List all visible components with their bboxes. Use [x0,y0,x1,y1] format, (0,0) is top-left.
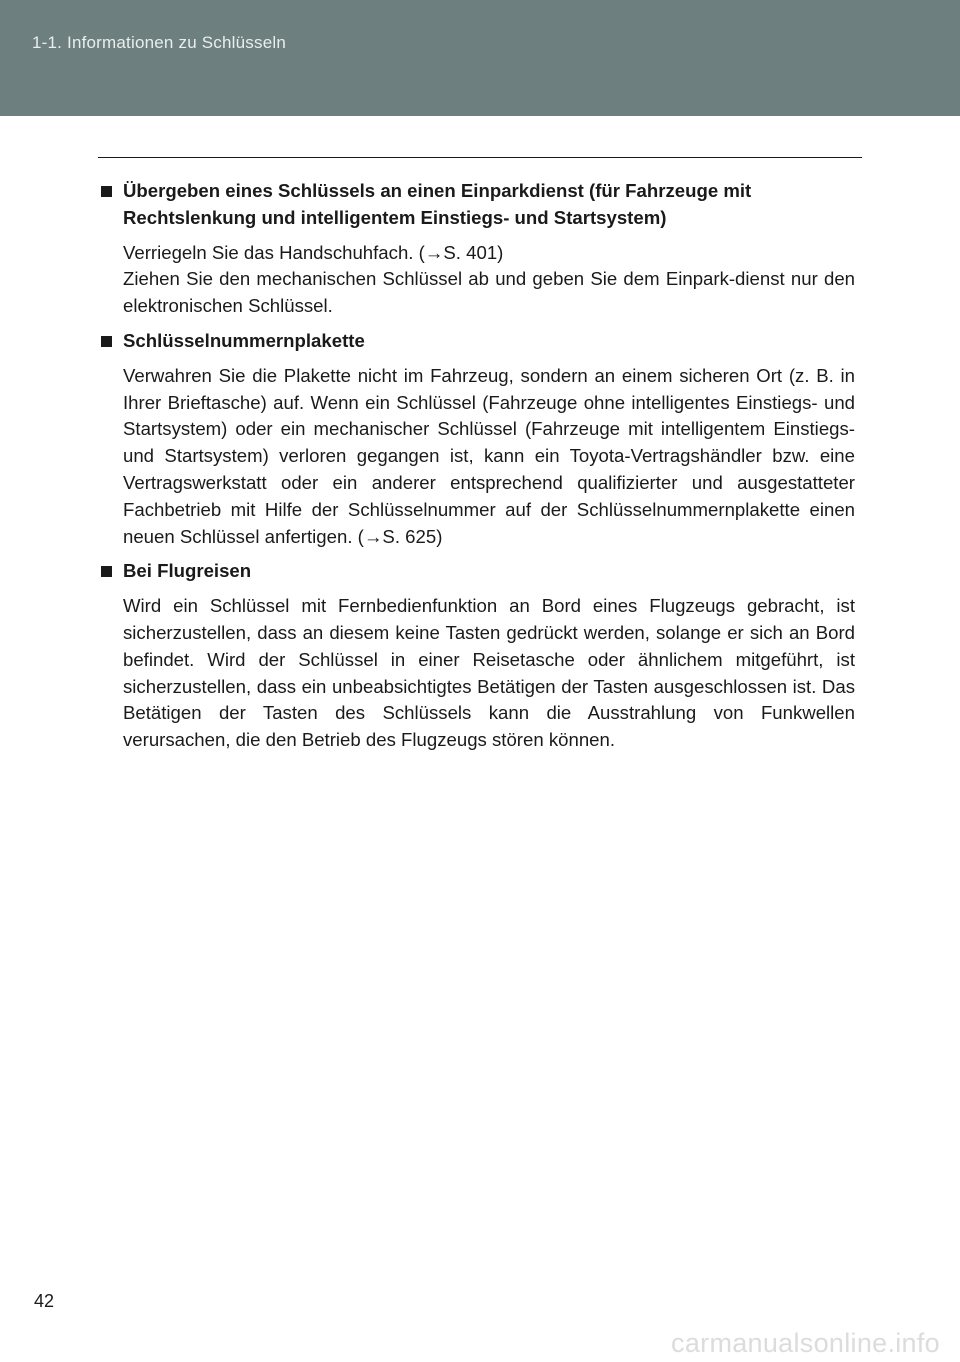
watermark: carmanualsonline.info [671,1328,940,1358]
section-title: 1-1. Informationen zu Schlüsseln [32,33,286,52]
page-number: 42 [34,1291,55,1311]
divider [98,157,862,158]
square-bullet-icon [101,566,112,577]
paragraph: Verwahren Sie die Plakette nicht im Fahrzeug, sondern an einem sicheren Ort (z. B. in Ihrer Brieftasche) auf. Wenn ein Schlüssel (Fahrzeuge ohne intelligentes Einstiegs- und Startsystem) oder ein mechanischer Schlüssel (Fahrzeuge mit intelligentem Einstiegs- und Startsystem) verloren gegangen ist, kann ein Toyota-Vertragshändler bzw. eine Vertragswerkstatt oder ein anderer entsprechend qualifizierter und ausgestatteter Fachbetrieb mit Hilfe der Schlüsselnummer auf der Schlüsselnummernplakette einen neuen Schlüssel anfertigen. (→S. 625) [123,364,855,547]
section-heading: Übergeben eines Schlüssels an einen Einparkdienst (für Fahrzeuge mit Rechtslenkung und intelligentem Einstiegs- und Startsystem) [98,178,855,232]
paragraph: Verriegeln Sie das Handschuhfach. (→S. 401) [123,241,504,263]
paragraph: Wird ein Schlüssel mit Fernbedienfunktion an Bord eines Flugzeugs gebracht, ist sicherzustellen, dass an diesem keine Tasten gedrückt werden, solange er sich an Bord befindet. Wird der Schlüssel in einer Reisetasche oder ähnlichem mitgeführt, ist sicherzustellen, dass ein unbeabsichtigtes Betätigen der Tasten ausgeschlossen ist. Das Betätigen der Tasten des Schlüssels kann die Ausstrahlung von Funkwellen verursachen, die den Betrieb des Flugzeugs stören können. [123,595,855,751]
section-heading: Schlüsselnummernplakette [98,328,855,355]
header-band [0,0,960,116]
square-bullet-icon [101,336,112,347]
square-bullet-icon [101,186,112,197]
section-air-travel [98,558,855,754]
paragraph: Ziehen Sie den mechanischen Schlüssel ab und geben Sie dem Einpark-dienst nur den elektronischen Schlüssel. [123,268,855,317]
section-key-number-plate [98,328,855,550]
main-content [98,178,855,762]
section-heading: Bei Flugreisen [98,558,855,585]
section-valet [98,178,855,320]
